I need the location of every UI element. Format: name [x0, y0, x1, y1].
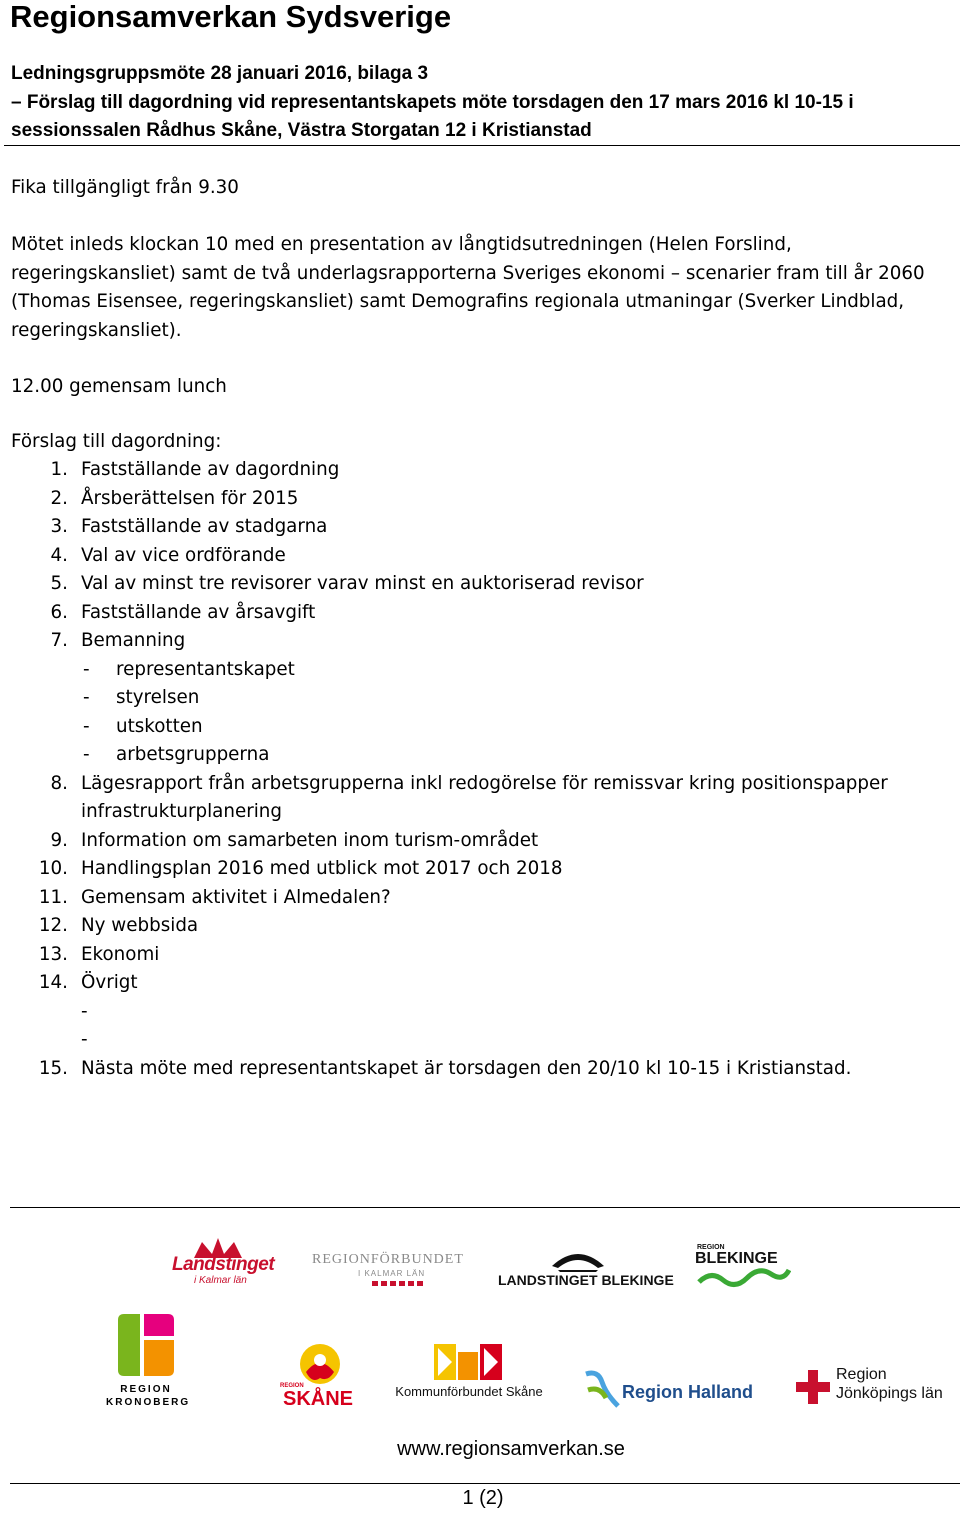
agenda-item [0, 1055, 960, 1084]
sub-item-text: representantskapet [116, 658, 295, 680]
item-number: 10. [38, 858, 68, 879]
item-number: 15. [38, 1057, 68, 1079]
meeting-line: Ledningsgruppsmöte 28 januari 2016, bilaga 3 [11, 63, 429, 84]
sub-item [0, 713, 960, 742]
sub-dash: - [83, 715, 90, 737]
agenda-item [0, 912, 960, 941]
intro-line: (Thomas Eisensee, regeringskansliet) samt Demografins regionala utmaningar (Sverker Lindblad, [11, 291, 905, 312]
item-dash: - [81, 1029, 88, 1050]
item-text: Gemensam aktivitet i Almedalen? [81, 886, 391, 908]
document-header [11, 60, 951, 146]
crown-icon [548, 1248, 608, 1272]
agenda-dash-line [0, 998, 960, 1027]
sub-item [0, 684, 960, 713]
sub-item-text: utskotten [116, 715, 203, 737]
logo-text: REGIONFÖRBUNDET [312, 1252, 464, 1267]
logo-text: Kommunförbundet Skåne [395, 1384, 543, 1399]
sub-dash: - [83, 744, 90, 765]
item-text: Nästa möte med representantskapet är torsdagen den 20/10 kl 10-15 i Kristianstad. [81, 1057, 852, 1079]
website-link[interactable]: www.regionsamverkan.se [397, 1438, 625, 1460]
subject-line-1: – Förslag till dagordning vid representantskapets möte torsdagen den 17 mars 2016 kl 10-15 i [11, 91, 854, 113]
logo-text: BLEKINGE [695, 1250, 778, 1267]
item-number: 6. [50, 601, 68, 623]
region-skane-logo [280, 1342, 356, 1412]
item-number: 14. [38, 972, 68, 993]
item-number: 9. [50, 829, 68, 851]
footer-divider-top [10, 1207, 960, 1208]
logo-text-line2: Jönköpings län [836, 1385, 943, 1402]
logo-text: SKÅNE [282, 1388, 353, 1410]
logo-text-line2: KRONOBERG [106, 1397, 191, 1408]
item-text: Fastställande av årsavgift [81, 601, 316, 623]
agenda-list [0, 456, 960, 1083]
sub-item-text: arbetsgrupperna [116, 744, 270, 765]
sub-dash: - [83, 687, 90, 708]
header-divider [4, 145, 960, 146]
kommunforbundet-skane-logo [394, 1344, 544, 1402]
region-blekinge-logo [695, 1244, 791, 1290]
item-text: Bemanning [81, 630, 186, 651]
agenda-item [0, 599, 960, 628]
item-text: Val av vice ordförande [81, 544, 286, 566]
logo-text: Landstinget [172, 1254, 275, 1275]
landstinget-kalmar-logo [172, 1236, 275, 1288]
item-number: 7. [50, 630, 68, 651]
item-number: 11. [38, 886, 68, 908]
kronoberg-emblem-icon [118, 1314, 174, 1376]
logo-subtext: i Kalmar län [194, 1275, 247, 1286]
item-text: infrastrukturplanering [81, 801, 282, 822]
page-number: 1 (2) [462, 1487, 504, 1509]
item-number: 3. [50, 516, 68, 537]
item-text: Ekonomi [81, 943, 160, 965]
logo-text: LANDSTINGET BLEKINGE [498, 1272, 674, 1288]
intro-line: regeringskansliet) samt de två underlagsrapporterna Sveriges ekonomi – scenarier fram till år 2060 [11, 262, 925, 284]
item-number: 4. [50, 544, 68, 566]
lunch-text: 12.00 gemensam lunch [11, 376, 227, 397]
agenda-item [0, 969, 960, 998]
agenda-item [0, 485, 960, 514]
agenda-item [0, 855, 960, 884]
logo-small-text: REGION [697, 1244, 725, 1251]
item-text: Övrigt [81, 972, 138, 993]
ksk-emblem-icon [434, 1344, 504, 1384]
agenda-item [0, 542, 960, 571]
landstinget-blekinge-logo [498, 1248, 674, 1290]
halland-emblem-icon [584, 1368, 620, 1410]
logo-text: Region Halland [622, 1382, 754, 1402]
region-jonkoping-logo [796, 1366, 946, 1408]
cross-emblem-icon [796, 1370, 830, 1404]
item-number: 1. [50, 459, 68, 480]
fika-text: Fika tillgängligt från 9.30 [11, 177, 239, 198]
logo-text-line1: Region [836, 1366, 887, 1383]
logo-text-line1: REGION [120, 1384, 172, 1395]
item-text: Fastställande av stadgarna [81, 516, 328, 537]
item-number: 5. [50, 573, 68, 594]
item-text: Fastställande av dagordning [81, 459, 340, 480]
agenda-heading: Förslag till dagordning: [11, 431, 222, 452]
intro-line: Mötet inleds klockan 10 med en presentation av långtidsutredningen (Helen Forslind, [11, 234, 792, 255]
item-number: 2. [50, 487, 68, 509]
agenda-item [0, 941, 960, 970]
subject-line-2: sessionssalen Rådhus Skåne, Västra Storgatan 12 i Kristianstad [11, 120, 592, 141]
footer-divider-bottom [10, 1483, 960, 1484]
item-text: Årsberättelsen för 2015 [81, 487, 299, 509]
item-text: Val av minst tre revisorer varav minst en auktoriserad revisor [81, 573, 644, 594]
item-text: Information om samarbeten inom turism-området [81, 829, 539, 851]
agenda-item [0, 456, 960, 485]
logo-small-text: REGION [280, 1383, 304, 1389]
sub-item [0, 656, 960, 685]
agenda-item [0, 513, 960, 542]
item-text: Lägesrapport från arbetsgrupperna inkl redogörelse för remissvar kring positionspapper [81, 772, 888, 794]
sub-item [0, 741, 960, 770]
item-text: Handlingsplan 2016 med utblick mot 2017 och 2018 [81, 858, 563, 879]
intro-line: regeringskansliet). [11, 319, 182, 341]
stripe-decoration [372, 1281, 424, 1286]
sub-item-text: styrelsen [116, 687, 200, 708]
item-dash: - [81, 1000, 88, 1022]
agenda-item [0, 884, 960, 913]
agenda-item [0, 627, 960, 656]
agenda-item-continuation [0, 798, 960, 827]
item-number: 12. [38, 915, 68, 936]
item-text: Ny webbsida [81, 915, 199, 936]
logo-subtext: I KALMAR LÄN [358, 1269, 426, 1278]
regionforbundet-kalmar-logo [312, 1248, 468, 1288]
agenda-item [0, 827, 960, 856]
intro-paragraph [11, 231, 925, 345]
agenda-item [0, 570, 960, 599]
sub-dash: - [83, 658, 90, 680]
wave-icon [695, 1266, 791, 1290]
region-kronoberg-logo [106, 1314, 191, 1410]
agenda-dash-line [0, 1026, 960, 1055]
item-number: 13. [38, 943, 68, 965]
agenda-item [0, 770, 960, 799]
organization-title: Regionsamverkan Sydsverige [10, 0, 452, 34]
item-number: 8. [50, 772, 68, 794]
region-halland-logo [584, 1368, 754, 1410]
